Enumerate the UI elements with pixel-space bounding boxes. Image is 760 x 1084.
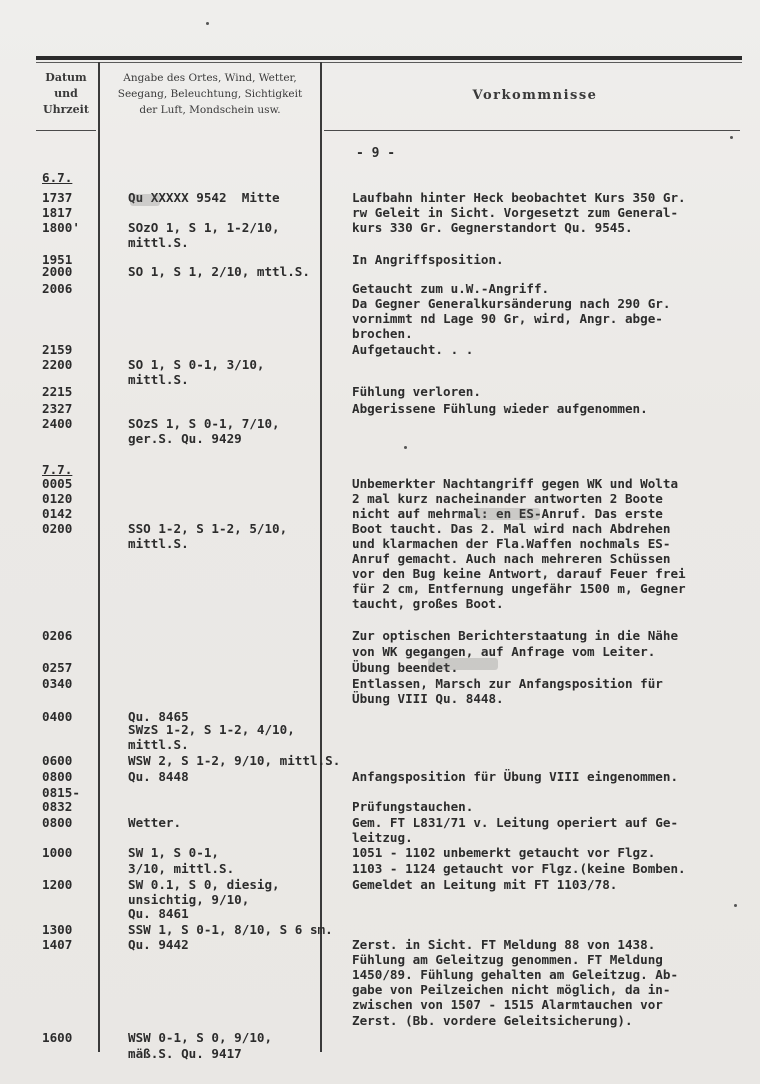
entry-event: Laufbahn hinter Heck beobachtet Kurs 350 Gr.	[352, 190, 686, 205]
entry-event: Gemeldet an Leitung mit FT 1103/78.	[352, 877, 618, 892]
entry-time: 0815-	[42, 785, 80, 800]
entry-weather: Qu. 8461	[128, 906, 189, 921]
entry-time: 1407	[42, 937, 73, 952]
entry-time: 0400	[42, 709, 73, 724]
entry-event: zwischen von 1507 - 1515 Alarmtauchen vor	[352, 997, 663, 1012]
entry-time: 1000	[42, 845, 73, 860]
entry-weather: mittl.S.	[128, 372, 189, 387]
entry-weather: Qu. 8465	[128, 709, 189, 724]
entry-event: vornimmt nd Lage 90 Gr, wird, Angr. abge-	[352, 311, 663, 326]
entry-time: 2400	[42, 416, 73, 431]
entry-weather: mittl.S.	[128, 536, 189, 551]
entry-event: Zerst. (Bb. vordere Geleitsicherung).	[352, 1013, 633, 1028]
entry-time: 0600	[42, 753, 73, 768]
entry-event: für 2 cm, Entfernung ungefähr 1500 m, Gegner	[352, 581, 686, 596]
column-divider-1	[98, 62, 100, 1052]
page-number: - 9 -	[356, 146, 396, 161]
entry-weather: mittl.S.	[128, 235, 189, 250]
table-top-rule	[36, 56, 742, 60]
entry-weather: SO 1, S 1, 2/10, mttl.S.	[128, 264, 310, 279]
entry-time: 1737	[42, 190, 73, 205]
entry-time: 0340	[42, 676, 73, 691]
header-location-weather	[104, 70, 316, 118]
paper-speck	[730, 136, 733, 139]
entry-time: 0200	[42, 521, 73, 536]
entry-event: Übung VIII Qu. 8448.	[352, 691, 504, 706]
header-events: Vorkommnisse	[472, 88, 598, 103]
entry-event: Übung beendet.	[352, 660, 459, 675]
entry-event: vor den Bug keine Antwort, darauf Feuer frei	[352, 566, 686, 581]
entry-time: 2327	[42, 401, 73, 416]
entry-event: Prüfungstauchen.	[352, 799, 474, 814]
entry-event: 1450/89. Fühlung gehalten am Geleitzug. Ab-	[352, 967, 679, 982]
entry-weather: Qu. 8448	[128, 769, 189, 784]
header-date-time	[36, 70, 96, 118]
entry-time: 7.7.	[42, 462, 73, 477]
entry-weather: SOzO 1, S 1, 1-2/10,	[128, 220, 280, 235]
paper-speck	[734, 904, 737, 907]
entry-time: 0120	[42, 491, 73, 506]
header-col2-line: Seegang, Beleuchtung, Sichtigkeit	[117, 88, 303, 100]
entry-event: Anfangsposition für Übung VIII eingenommen.	[352, 769, 679, 784]
entry-weather: ger.S. Qu. 9429	[128, 431, 242, 446]
entry-weather: 3/10, mittl.S.	[128, 861, 235, 876]
entry-time: 2215	[42, 384, 73, 399]
entry-event: taucht, großes Boot.	[352, 596, 504, 611]
paper-speck	[206, 22, 209, 25]
ink-smudge	[428, 658, 498, 670]
entry-event: Getaucht zum u.W.-Angriff.	[352, 281, 550, 296]
entry-event: Zur optischen Berichterstaatung in die Nähe	[352, 628, 679, 643]
entry-event: leitzug.	[352, 830, 413, 845]
entry-time: 2006	[42, 281, 73, 296]
entry-time: 0257	[42, 660, 73, 675]
entry-event: 1103 - 1124 getaucht vor Flgz.(keine Bomben.	[352, 861, 686, 876]
entry-event: kurs 330 Gr. Gegnerstandort Qu. 9545.	[352, 220, 633, 235]
header-underline-3	[324, 130, 740, 131]
entry-weather: Wetter.	[128, 815, 182, 830]
entry-weather: Qu. 9442	[128, 937, 189, 952]
entry-weather: SOzS 1, S 0-1, 7/10,	[128, 416, 280, 431]
entry-time: 1300	[42, 922, 73, 937]
entry-weather: Qu XXXXX 9542 Mitte	[128, 190, 280, 205]
entry-time: 6.7.	[42, 170, 73, 185]
entry-event: Fühlung am Geleitzug genommen. FT Meldung	[352, 952, 663, 967]
entry-weather: SSW 1, S 0-1, 8/10, S 6 sm.	[128, 922, 333, 937]
entry-time: 0142	[42, 506, 73, 521]
entry-event: nicht auf mehrmal: en ES-Anruf. Das erste	[352, 506, 663, 521]
paper-speck	[404, 446, 407, 449]
entry-event: Boot taucht. Das 2. Mal wird nach Abdrehen	[352, 521, 671, 536]
entry-weather: SO 1, S 0-1, 3/10,	[128, 357, 265, 372]
entry-event: Da Gegner Generalkursänderung nach 290 Gr.	[352, 296, 671, 311]
entry-weather: SW 1, S 0-1,	[128, 845, 219, 860]
entry-weather: unsichtig, 9/10,	[128, 892, 250, 907]
header-col1-line: Datum	[45, 71, 87, 84]
entry-event: rw Geleit in Sicht. Vorgesetzt zum General-	[352, 205, 679, 220]
entry-weather: SSO 1-2, S 1-2, 5/10,	[128, 521, 288, 536]
entry-event: Anruf gemacht. Auch nach mehreren Schüssen	[352, 551, 671, 566]
ink-smudge	[476, 508, 540, 520]
entry-time: 1200	[42, 877, 73, 892]
entry-time: 1817	[42, 205, 73, 220]
entry-event: Entlassen, Marsch zur Anfangsposition für	[352, 676, 663, 691]
entry-time: 2000	[42, 264, 73, 279]
entry-time: 0005	[42, 476, 73, 491]
entry-time: 0800	[42, 815, 73, 830]
entry-event: In Angriffsposition.	[352, 252, 504, 267]
header-col1-line: und	[54, 87, 78, 100]
entry-weather: WSW 0-1, S 0, 9/10,	[128, 1030, 273, 1045]
header-col2-line: der Luft, Mondschein usw.	[139, 104, 281, 116]
entry-event: Fühlung verloren.	[352, 384, 481, 399]
entry-time: 2159	[42, 342, 73, 357]
entry-time: 2200	[42, 357, 73, 372]
entry-event: Abgerissene Fühlung wieder aufgenommen.	[352, 401, 648, 416]
entry-weather: SW 0.1, S 0, diesig,	[128, 877, 280, 892]
entry-event: von WK gegangen, auf Anfrage vom Leiter.	[352, 644, 656, 659]
entry-event: Aufgetaucht. . .	[352, 342, 474, 357]
column-divider-2	[320, 62, 322, 1052]
header-col2-line: Angabe des Ortes, Wind, Wetter,	[123, 72, 297, 84]
entry-event: 1051 - 1102 unbemerkt getaucht vor Flgz.	[352, 845, 656, 860]
entry-event: Zerst. in Sicht. FT Meldung 88 von 1438.	[352, 937, 656, 952]
entry-event: 2 mal kurz nacheinander antworten 2 Boote	[352, 491, 663, 506]
entry-event: brochen.	[352, 326, 413, 341]
entry-time: 1600	[42, 1030, 73, 1045]
entry-weather: mäß.S. Qu. 9417	[128, 1046, 242, 1061]
header-col1-line: Uhrzeit	[43, 103, 89, 116]
header-underline-1	[36, 130, 96, 131]
entry-weather: WSW 2, S 1-2, 9/10, mittl.S.	[128, 753, 341, 768]
entry-time: 1951	[42, 252, 73, 267]
table-top-rule-thin	[36, 62, 742, 63]
entry-event: Unbemerkter Nachtangriff gegen WK und Wolta	[352, 476, 679, 491]
entry-weather: mittl.S.	[128, 737, 189, 752]
ink-smudge	[130, 194, 160, 206]
entry-event: gabe von Peilzeichen nicht möglich, da in-	[352, 982, 671, 997]
entry-event: Gem. FT L831/71 v. Leitung operiert auf Ge-	[352, 815, 679, 830]
entry-time: 1800'	[42, 220, 80, 235]
entry-time: 0800	[42, 769, 73, 784]
entry-event: und klarmachen der Fla.Waffen nochmals ES-	[352, 536, 671, 551]
entry-time: 0206	[42, 628, 73, 643]
entry-time: 0832	[42, 799, 73, 814]
entry-weather: SWzS 1-2, S 1-2, 4/10,	[128, 722, 295, 737]
